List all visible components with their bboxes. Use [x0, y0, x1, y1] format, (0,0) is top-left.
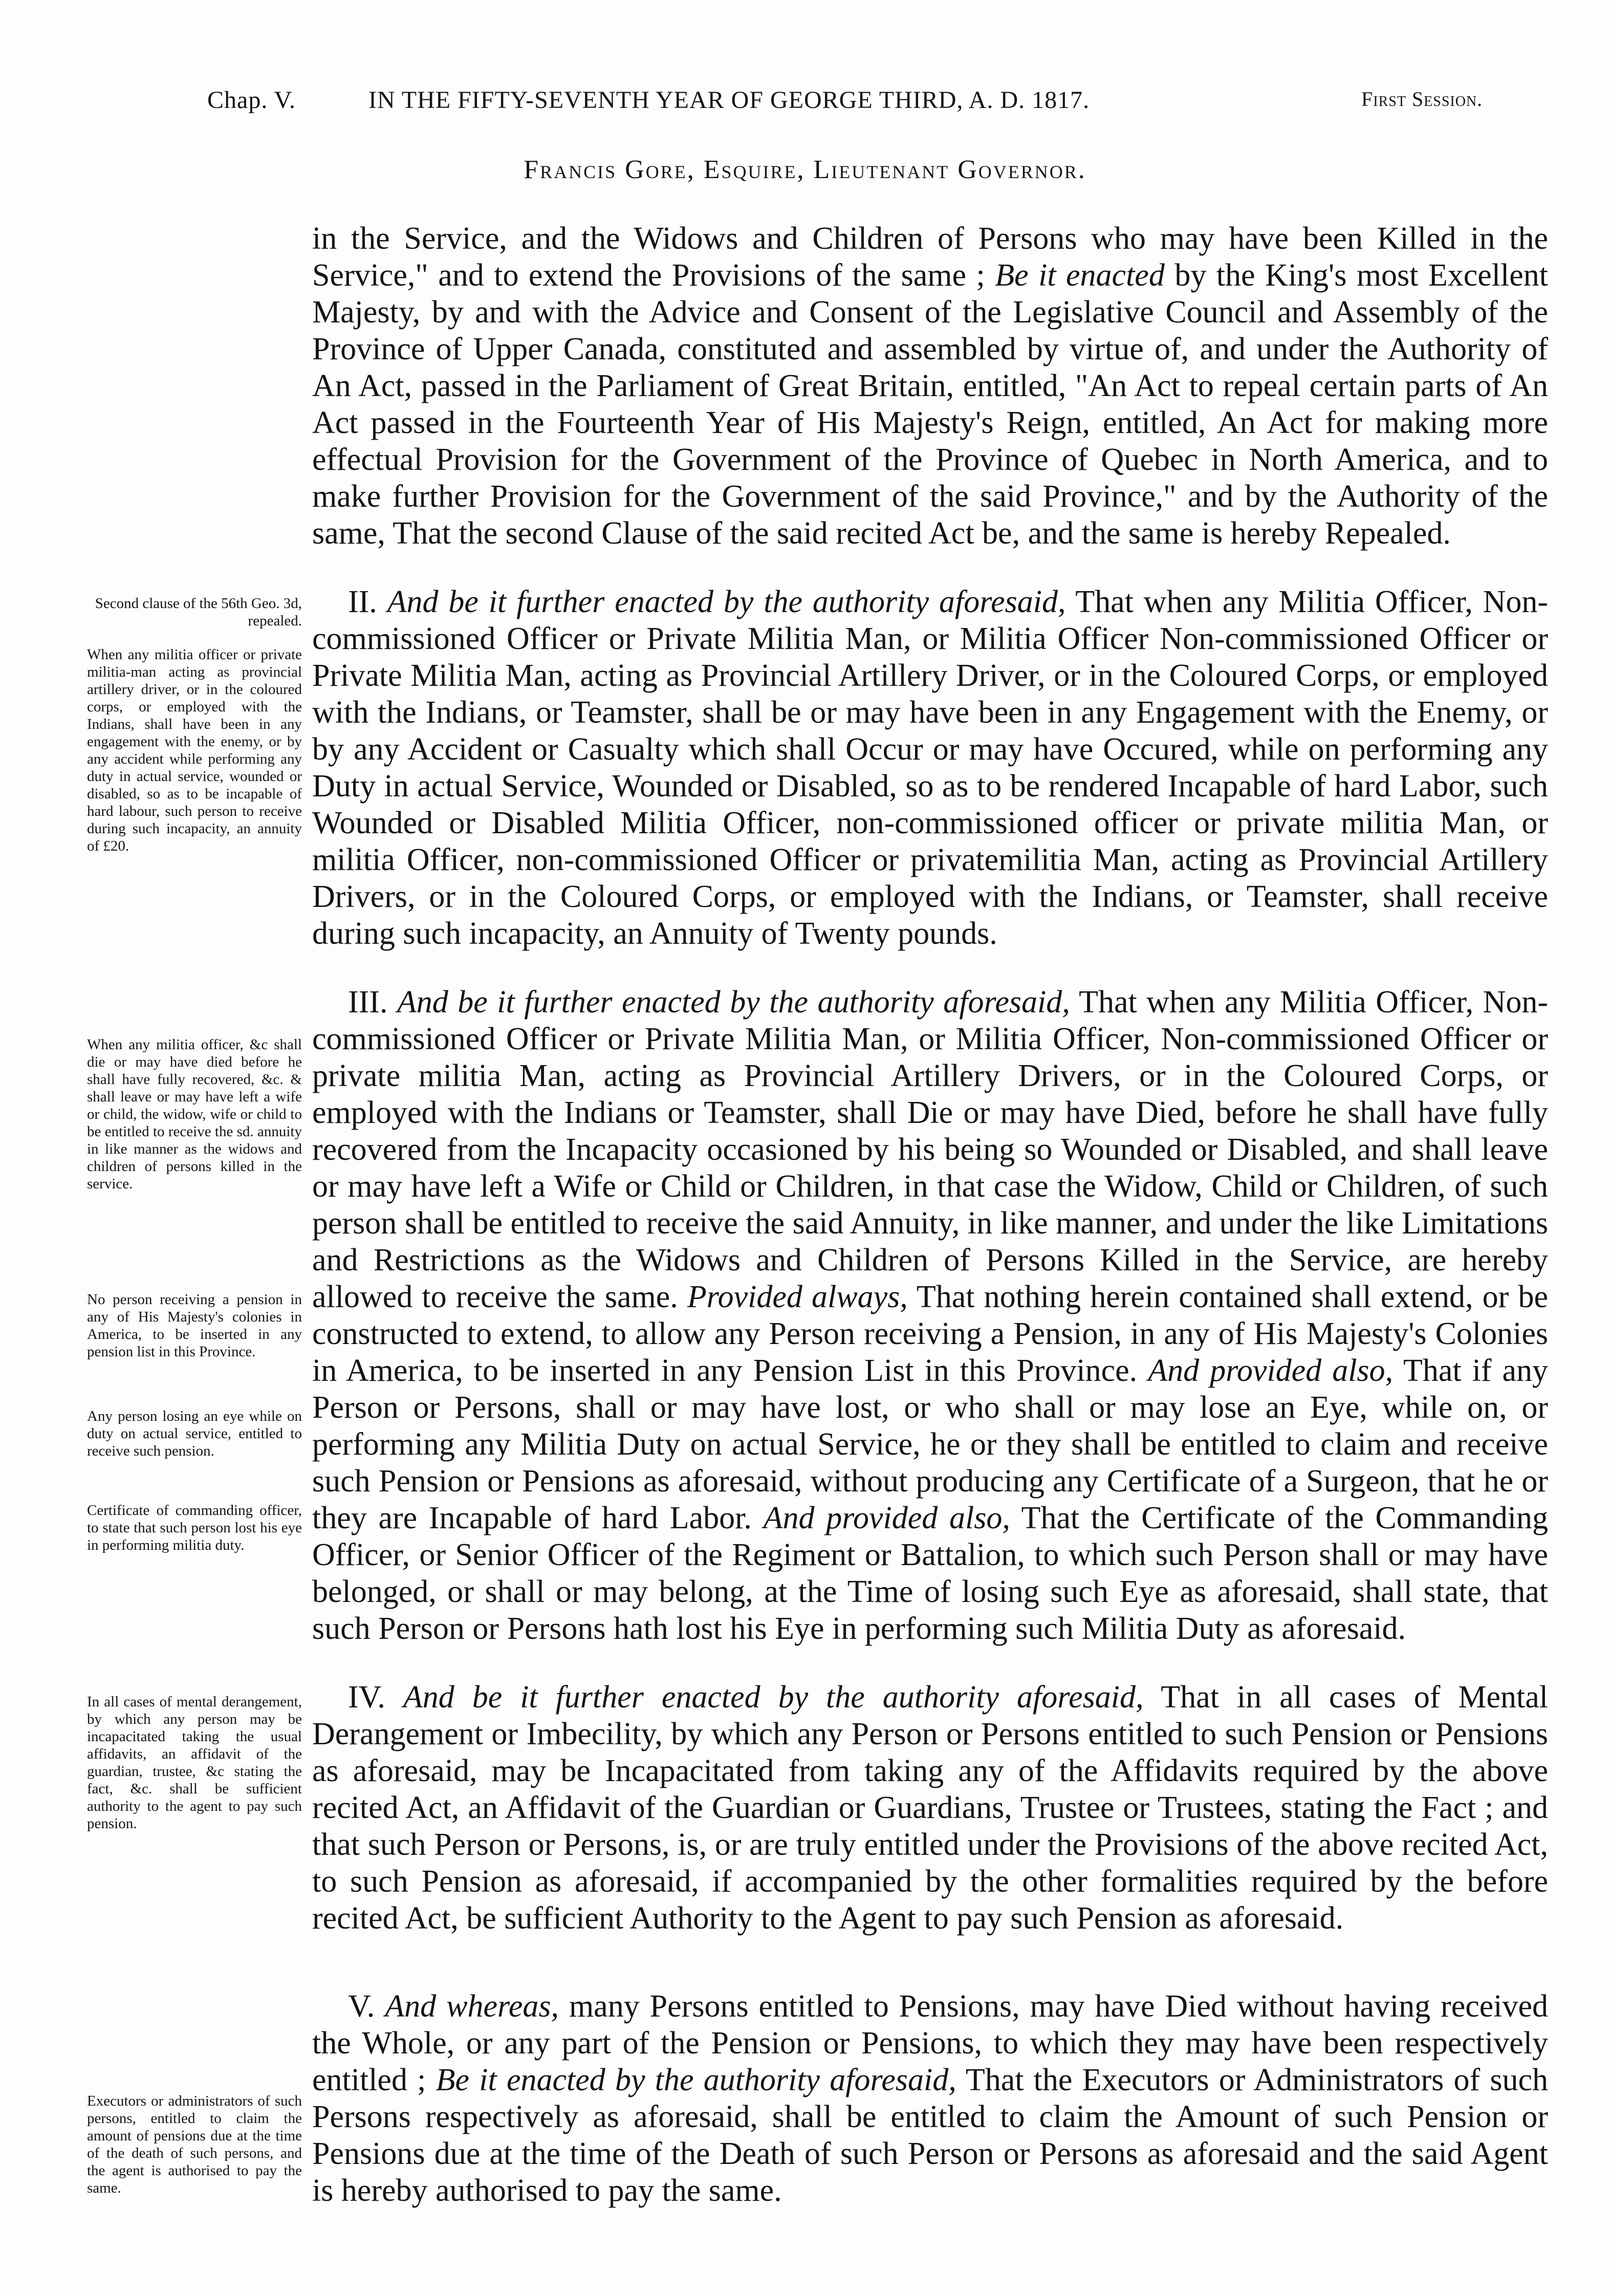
margin-note-executors: Executors or administrators of such persons, entitled to claim the amount of pensions due at the time of the death of such persons, and the agent is authorised to pay the same. [87, 2093, 302, 2196]
statute-body [312, 220, 1548, 2209]
margin-note-repeal: Second clause of the 56th Geo. 3d, repealed. [95, 595, 302, 629]
chapter-label: Chap. V. [207, 86, 296, 114]
margin-note-certificate: Certificate of commanding officer, to state that such person lost his eye in performing militia duty. [87, 1502, 302, 1553]
margin-note-annuity: When any militia officer or private militia-man acting as provincial artillery driver, or in the coloured corps, or employed with the Indians, shall have been in any engagement with the enemy, or by any accident while performing any duty in actual service, wounded or disabled, so as to be incapable of hard labour, such person to receive during such incapacity, an annuity of £20. [87, 646, 302, 854]
margin-note-mental: In all cases of mental derangement, by which any person may be incapacitated taking the usual affidavits, an affidavit of the guardian, trustee, &c stating the fact, &c. shall be sufficient authority to the agent to pay such pension. [87, 1694, 302, 1832]
session-label: First Session. [1361, 88, 1483, 111]
margin-note-widows: When any militia officer, &c shall die or may have died before he shall have fully recovered, &c. & shall leave or may have left a wife or child, the widow, wife or child to be entitled to receive the sd. annuity in like manner as the widows and children of persons killed in the service. [87, 1036, 302, 1192]
page-header [0, 0, 1610, 184]
paragraph-1: in the Service, and the Widows and Children of Persons who may have been Killed in the Service," and to extend the Provisions of the same ; Be it enacted by the King's most Excellent Majesty, by and with the Advice and Consent of the Legislative Council and Assembly of the Province of Upper Canada, constituted and assembled by virtue of, and under the Authority of An Act, passed in the Parliament of Great Britain, entitled, "An Act to repeal certain parts of An Act passed in the Fourteenth Year of His Majesty's Reign, entitled, An Act for making more effectual Provision for the Government of the Province of Quebec in North America, and to make further Provision for the Government of the said Province," and by the Authority of the same, That the second Clause of the said recited Act be, and the same is hereby Repealed. [312, 221, 1549, 551]
governor-line: Francis Gore, Esquire, Lieutenant Governor. [524, 155, 1086, 184]
margin-note-eye: Any person losing an eye while on duty on actual service, entitled to receive such pension. [87, 1408, 302, 1459]
margin-note-colonies: No person receiving a pension in any of His Majesty's colonies in America, to be inserted in any pension list in this Province. [87, 1291, 302, 1360]
section-5: V. And whereas, many Persons entitled to Pensions, may have Died without having received the Whole, or any part of the Pension or Pensions, to which they may have been respectively entitled ; Be it enacted by the authority aforesaid, That the Executors or Administrators of such Persons respectively as aforesaid, shall be entitled to claim the Amount of such Pension or Pensions due at the time of the Death of such Person or Persons as aforesaid and the said Agent is hereby authorised to pay the same. [312, 1989, 1548, 2208]
running-title: IN THE FIFTY-SEVENTH YEAR OF GEORGE THIRD, A. D. 1817. [368, 86, 1090, 114]
section-2: II. And be it further enacted by the authority aforesaid, That when any Militia Officer, Non-commissioned Officer or Private Militia Man, or Militia Officer Non-commissioned Officer or Private Militia Man, acting as Provincial Artillery Driver, or in the Coloured Corps, or employed with the Indians, or Teamster, shall be or may have been in any Engagement with the Enemy, or by any Accident or Casualty which shall Occur or may have Occured, while on performing any Duty in actual Service, Wounded or Disabled, so as to be rendered Incapable of hard Labor, such Wounded or Disabled Militia Officer, non-commissioned officer or private militia Man, or militia Officer, non-commissioned Officer or privatemilitia Man, acting as Provincial Artillery Drivers, or in the Coloured Corps, or employed with the Indians, or Teamster, shall receive during such incapacity, an Annuity of Twenty pounds. [312, 584, 1549, 951]
section-3: III. And be it further enacted by the authority aforesaid, That when any Militia Officer, Non-commissioned Officer or Private Militia Man, or Militia Officer, Non-commissioned Officer or private militia Man, acting as Provincial Artillery Drivers, or in the Coloured Corps, or employed with the Indians or Teamster, shall Die or may have Died, before he shall have fully recovered from the Incapacity occasioned by his being so Wounded or Disabled, and shall leave or may have left a Wife or Child or Children, in that case the Widow, Child or Children, of such person shall be entitled to receive the said Annuity, in like manner, and under the like Limitations and Restrictions as the Widows and Children of Persons Killed in the Service, are hereby allowed to receive the same. Provided always, That nothing herein contained shall extend, or be constructed to extend, to allow any Person receiving a Pension, in any of His Majesty's Colonies in America, to be inserted in any Pension List in this Province. And provided also, That if any Person or Persons, shall or may have lost, or who shall or may lose an Eye, while on, or performing any Militia Duty on actual Service, he or they shall be entitled to claim and receive such Pension or Pensions as aforesaid, without producing any Certificate of a Surgeon, that he or they are Incapable of hard Labor. And provided also, That the Certificate of the Commanding Officer, or Senior Officer of the Regiment or Battalion, to which such Person shall or may have belonged, or shall or may belong, at the Time of losing such Eye as aforesaid, shall state, that such Person or Persons hath lost his Eye in performing such Militia Duty as aforesaid. [312, 985, 1549, 1646]
section-4: IV. And be it further enacted by the authority aforesaid, That in all cases of Mental Derangement or Imbecility, by which any Person or Persons entitled to such Pension or Pensions as aforesaid, may be Incapacitated from taking any of the Affidavits required by the above recited Act, an Affidavit of the Guardian or Guardians, Trustee or Trustees, stating the Fact ; and that such Person or Persons, is, or are truly entitled under the Provisions of the above recited Act, to such Pension as aforesaid, if accompanied by the other formalities required by the before recited Act, be sufficient Authority to the Agent to pay such Pension as aforesaid. [312, 1680, 1549, 1936]
